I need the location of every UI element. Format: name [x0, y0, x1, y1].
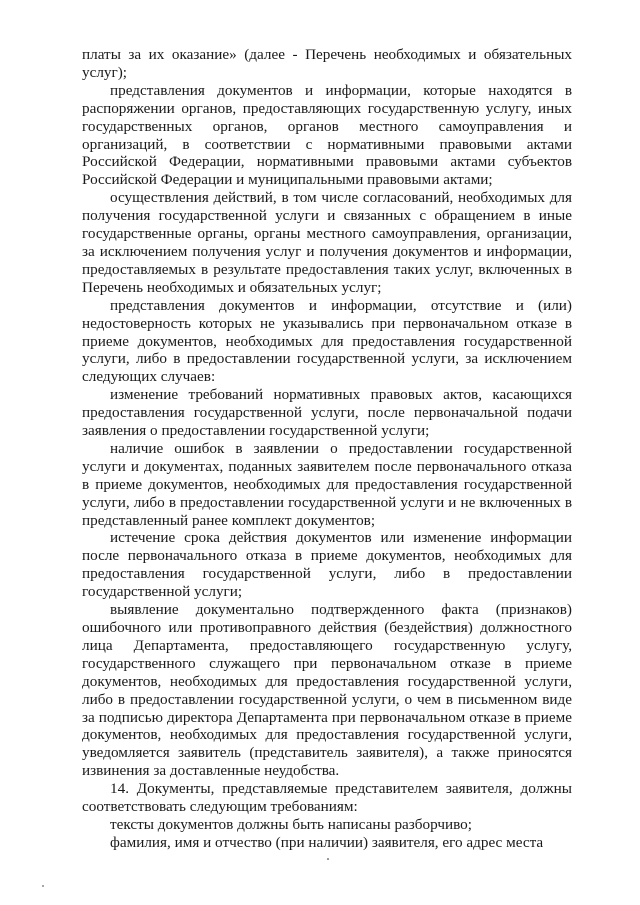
paragraph-legible-text: тексты документов должны быть написаны разборчиво; [110, 815, 472, 833]
paragraph-applicant-name: фамилия, имя и отчество (при наличии) заявителя, его адрес места [110, 833, 544, 851]
scan-speck [327, 858, 329, 860]
paragraph-application-errors: наличие ошибок в заявлении о предоставлении государственной услуги и документах, поданных заявителем после первоначального отказа в приеме документов, необходимых для предоставления государственной услуги, либо в предоставлении государственной услуги и не включенных в представленный ранее комплект документов; [82, 439, 572, 529]
paragraph-missing-documents: представления документов и информации, отсутствие и (или) недостоверность которых не указывались при первоначальном отказе в приеме документов, необходимых для предоставления государственной услуги, либо в предоставлении государственной услуги, за исключением следующих случаев: [82, 296, 572, 386]
paragraph-unlawful-action: выявление документально подтвержденного факта (признаков) ошибочного или противоправного действия (бездействия) должностного лица Департамента, предоставляющего государственную услугу, государственного служащего при первоначальном отказе в приеме документов, необходимых для предоставления государственной услуги, либо в предоставлении государственной услуги, о чем в письменном виде за подписью директора Департамента при первоначальном отказе в приеме документов, необходимых для предоставления государственной услуги, уведомляется заявитель (представитель заявителя), а также приносятся извинения за доставленные неудобства. [82, 601, 572, 780]
paragraph-document-expiry: истечение срока действия документов или изменение информации после первоначального отказа в приеме документов, необходимых для предоставления государственной услуги, либо в предоставлении государственной услуги; [82, 529, 572, 601]
paragraph-documents-in-possession: представления документов и информации, которые находятся в распоряжении органов, предоставляющих государственную услугу, иных государственных органов, органов местного самоуправления и организаций, в соответствии с нормативными правовыми актами Российской Федерации, нормативными правовыми актами субъектов Российской Федерации и муниципальными правовыми актами; [82, 81, 572, 189]
paragraph-section-14: 14. Документы, представляемые представителем заявителя, должны соответствовать следующим требованиям: [82, 780, 572, 816]
paragraph-regulation-change: изменение требований нормативных правовых актов, касающихся предоставления государственной услуги, после первоначальной подачи заявления о предоставлении государственной услуги; [82, 386, 572, 440]
paragraph-continuation: платы за их оказание» (далее - Перечень необходимых и обязательных услуг); [82, 46, 572, 81]
paragraph-actions-approvals: осуществления действий, в том числе согласований, необходимых для получения государственной услуги и связанных с обращением в иные государственные органы, органы местного самоуправления, организации, за исключением получения услуг и получения документов и информации, предоставляемых в результате предоставления таких услуг, включенных в Перечень необходимых и обязательных услуг; [82, 189, 572, 296]
document-body [82, 46, 572, 852]
scan-speck [42, 885, 44, 887]
